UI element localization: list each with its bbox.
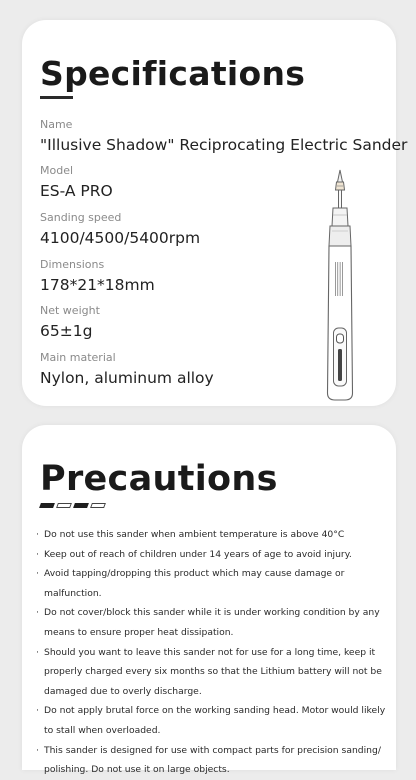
bullet: · bbox=[36, 568, 39, 580]
decoration-bar bbox=[73, 503, 89, 508]
spec-label: Dimensions bbox=[40, 258, 105, 271]
spec-value: ES-A PRO bbox=[40, 182, 113, 200]
decoration-bar bbox=[39, 503, 55, 508]
specifications-title: Specifications bbox=[40, 54, 306, 93]
list-item bbox=[36, 564, 386, 603]
spec-row-main-material bbox=[40, 351, 214, 387]
bullet: · bbox=[36, 607, 39, 619]
spec-label: Main material bbox=[40, 351, 116, 364]
precautions-card bbox=[22, 425, 396, 776]
bullet: · bbox=[36, 529, 39, 540]
specifications-card bbox=[22, 20, 408, 406]
precaution-text: Keep out of reach of children under 14 years of age to avoid injury. bbox=[44, 548, 352, 560]
precautions-title: Precautions bbox=[40, 459, 278, 499]
bullet: · bbox=[36, 705, 39, 717]
spec-label: Sanding speed bbox=[40, 211, 122, 224]
spec-label: Model bbox=[40, 164, 74, 177]
spec-value: 4100/4500/5400rpm bbox=[40, 229, 201, 247]
precaution-text: Do not use this sander when ambient temperature is above 40°C bbox=[44, 529, 345, 540]
precaution-text: This sander is designed for use with compact parts for precision sanding/ polishing. Do not use it on large objects. bbox=[44, 744, 381, 776]
spec-row-dimensions bbox=[40, 258, 155, 294]
list-item bbox=[36, 603, 386, 642]
spec-row-name bbox=[40, 118, 407, 154]
spec-label: Net weight bbox=[40, 304, 100, 317]
decoration-bar bbox=[56, 503, 72, 508]
precaution-text: Do not cover/block this sander while it is under working condition by any means to ensure proper heat dissipation. bbox=[44, 607, 380, 638]
title-underline bbox=[40, 96, 73, 99]
decoration-bar bbox=[90, 503, 106, 508]
list-item bbox=[36, 545, 386, 565]
spec-row-sanding-speed bbox=[40, 211, 200, 247]
spec-value: "Illusive Shadow" Reciprocating Electric Sander bbox=[40, 136, 408, 154]
precaution-text: Avoid tapping/dropping this product which may cause damage or malfunction. bbox=[44, 568, 345, 599]
electric-sander-image bbox=[320, 168, 360, 408]
spec-row-net-weight bbox=[40, 304, 100, 340]
bullet: · bbox=[36, 646, 39, 658]
spec-row-model bbox=[40, 164, 113, 200]
list-item bbox=[36, 643, 386, 702]
spec-value: Nylon, aluminum alloy bbox=[40, 369, 214, 387]
precaution-text: Do not apply brutal force on the working sanding head. Motor would likely to stall when overloaded. bbox=[44, 705, 386, 736]
precautions-list bbox=[36, 525, 386, 780]
list-item bbox=[36, 525, 386, 545]
bullet: · bbox=[36, 548, 39, 560]
list-item bbox=[36, 741, 386, 780]
list-item bbox=[36, 701, 386, 740]
precaution-text: Should you want to leave this sander not for use for a long time, keep it properly charged every six months so that the Lithium battery will not be damaged due to overly discharge. bbox=[44, 646, 382, 697]
spec-label: Name bbox=[40, 118, 73, 131]
title-decoration bbox=[40, 503, 105, 508]
spec-value: 65±1g bbox=[40, 322, 93, 340]
bullet: · bbox=[36, 744, 39, 756]
spec-value: 178*21*18mm bbox=[40, 276, 155, 294]
